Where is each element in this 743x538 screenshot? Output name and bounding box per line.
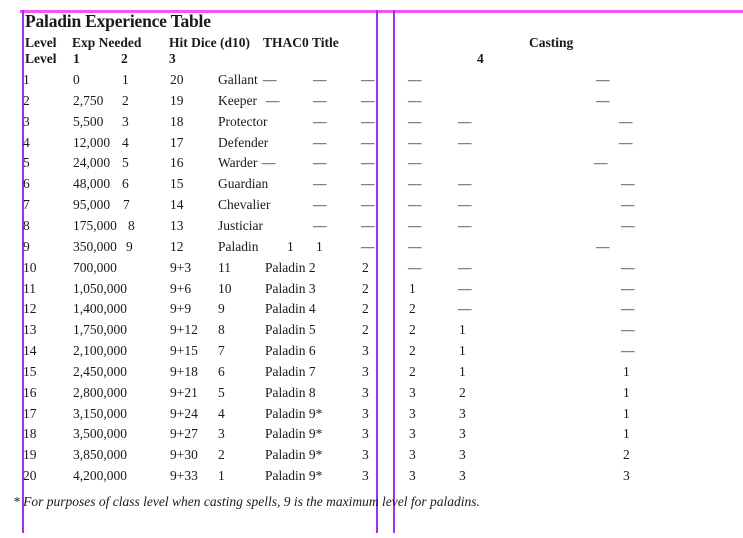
cell: 9+30 xyxy=(170,447,198,463)
header-row-secondary xyxy=(0,49,743,70)
cell: 5 xyxy=(218,384,225,400)
cell: 1 xyxy=(623,363,630,379)
cell: Level xyxy=(25,51,57,66)
cell: — xyxy=(596,238,610,254)
cell: — xyxy=(458,217,472,233)
cell: 48,000 xyxy=(73,176,111,192)
cell: — xyxy=(408,155,422,171)
cell: 3 xyxy=(623,468,630,484)
cell: 2 xyxy=(362,301,369,317)
cell: — xyxy=(621,197,635,213)
cell: 1,750,000 xyxy=(73,322,127,338)
cell: 1 xyxy=(459,343,466,359)
table-row xyxy=(0,216,743,237)
cell: 1 xyxy=(73,51,80,66)
cell: — xyxy=(361,72,375,87)
cell: — xyxy=(619,113,633,129)
cell: 9+27 xyxy=(170,426,198,442)
cell: 350,000 xyxy=(73,238,117,254)
cell: 7 xyxy=(23,197,30,213)
cell: Paladin 6 xyxy=(265,343,316,359)
cell: 3 xyxy=(459,447,466,463)
cell: 1 xyxy=(316,238,323,254)
cell: — xyxy=(313,155,327,171)
cell: Paladin 5 xyxy=(265,322,316,338)
cell: — xyxy=(458,113,472,129)
cell: Hit Dice (d10) xyxy=(169,35,250,50)
cell: 6 xyxy=(122,176,129,192)
cell: — xyxy=(458,134,472,150)
cell: — xyxy=(458,176,472,192)
cell: — xyxy=(313,113,327,129)
cell: 1 xyxy=(218,468,225,484)
cell: 1,400,000 xyxy=(73,301,127,317)
cell: 4 xyxy=(477,51,484,66)
cell: Paladin 9* xyxy=(265,447,323,463)
cell: — xyxy=(361,197,375,213)
cell: Paladin 7 xyxy=(265,363,316,379)
cell: 2 xyxy=(218,447,225,463)
cell: — xyxy=(621,280,635,296)
cell: — xyxy=(621,259,635,275)
table-row xyxy=(0,174,743,195)
cell: 16 xyxy=(170,155,184,171)
cell: 9+21 xyxy=(170,384,198,400)
table-row xyxy=(0,466,743,487)
table-row xyxy=(0,195,743,216)
cell: 12 xyxy=(23,301,37,317)
cell: Casting xyxy=(529,35,574,50)
cell: 8 xyxy=(218,322,225,338)
cell: 9+33 xyxy=(170,468,198,484)
footnote: * For purposes of class level when casting spells, 9 is the maximum level for paladins. xyxy=(13,494,480,509)
table-row xyxy=(0,91,743,112)
cell: 24,000 xyxy=(73,155,111,171)
cell: 15 xyxy=(170,176,184,192)
cell: 18 xyxy=(170,113,184,129)
cell: Exp Needed xyxy=(72,35,142,50)
cell: 8 xyxy=(23,217,30,233)
cell: 5,500 xyxy=(73,113,104,129)
cell: 95,000 xyxy=(73,197,111,213)
cell: — xyxy=(408,92,422,108)
cell: — xyxy=(458,259,472,275)
cell: 1 xyxy=(623,384,630,400)
cell: — xyxy=(621,343,635,359)
cell: 3 xyxy=(409,405,416,421)
cell: — xyxy=(408,134,422,150)
table-row xyxy=(0,258,743,279)
cell: 12 xyxy=(170,238,184,254)
cell: THAC0 xyxy=(263,35,309,50)
cell: — xyxy=(621,176,635,192)
cell: — xyxy=(313,197,327,213)
table-row xyxy=(0,299,743,320)
cell: 3 xyxy=(362,447,369,463)
cell: — xyxy=(458,301,472,317)
cell: 1 xyxy=(23,72,30,87)
cell: 3 xyxy=(409,468,416,484)
cell: 3 xyxy=(23,113,30,129)
cell: — xyxy=(408,238,422,254)
cell: 2 xyxy=(409,301,416,317)
cell: Gallant xyxy=(218,72,258,87)
cell: Justiciar xyxy=(218,217,263,233)
cell: 12,000 xyxy=(73,134,111,150)
cell: — xyxy=(313,92,327,108)
cell: Paladin 9* xyxy=(265,468,323,484)
cell: 1 xyxy=(459,322,466,338)
cell: 13 xyxy=(23,322,37,338)
cell: 15 xyxy=(23,363,37,379)
table-row xyxy=(0,424,743,445)
cell: 5 xyxy=(122,155,129,171)
table-row xyxy=(0,133,743,154)
cell: — xyxy=(361,155,375,171)
cell: 9+6 xyxy=(170,280,192,296)
cell: 9 xyxy=(218,301,225,317)
cell: Guardian xyxy=(218,176,269,192)
cell: Paladin xyxy=(218,238,259,254)
cell: 9+9 xyxy=(170,301,192,317)
cell: 1 xyxy=(459,363,466,379)
cell: — xyxy=(361,113,375,129)
cell: — xyxy=(458,197,472,213)
cell: — xyxy=(361,176,375,192)
cell: 17 xyxy=(23,405,37,421)
cell: 1 xyxy=(623,405,630,421)
cell: Title xyxy=(312,35,339,50)
cell: 9 xyxy=(23,238,30,254)
cell: 13 xyxy=(170,217,184,233)
cell: Paladin 9* xyxy=(265,405,323,421)
cell: Protector xyxy=(218,113,268,129)
cell: 7 xyxy=(123,197,130,213)
cell: 11 xyxy=(23,280,36,296)
cell: — xyxy=(313,176,327,192)
cell: — xyxy=(458,280,472,296)
page-title: Paladin Experience Table xyxy=(25,11,211,31)
cell: 3 xyxy=(122,113,129,129)
cell: 2 xyxy=(362,280,369,296)
cell: 4 xyxy=(23,134,30,150)
table-row xyxy=(0,383,743,404)
cell: 9+24 xyxy=(170,405,198,421)
cell: 3 xyxy=(218,426,225,442)
cell: 175,000 xyxy=(73,217,117,233)
cell: 2,750 xyxy=(73,92,104,108)
table-row xyxy=(0,237,743,258)
cell: 9+15 xyxy=(170,343,198,359)
cell: Paladin 2 xyxy=(265,259,316,275)
cell: 3 xyxy=(362,405,369,421)
cell: — xyxy=(408,113,422,129)
cell: 17 xyxy=(170,134,184,150)
cell: 2 xyxy=(121,51,128,66)
cell: — xyxy=(621,322,635,338)
cell: 3 xyxy=(459,468,466,484)
cell: 2 xyxy=(623,447,630,463)
cell: 4 xyxy=(218,405,225,421)
cell: — xyxy=(408,197,422,213)
cell: 1 xyxy=(409,280,416,296)
cell: 1 xyxy=(287,238,294,254)
cell: 18 xyxy=(23,426,37,442)
cell: 6 xyxy=(218,363,225,379)
cell: 19 xyxy=(170,92,184,108)
cell: 3 xyxy=(409,426,416,442)
cell: — xyxy=(596,72,610,87)
cell: — xyxy=(621,217,635,233)
cell: 3 xyxy=(362,426,369,442)
table-row xyxy=(0,404,743,425)
cell: 2,800,000 xyxy=(73,384,127,400)
cell: — xyxy=(262,155,276,171)
cell: 3,850,000 xyxy=(73,447,127,463)
cell: Paladin 4 xyxy=(265,301,316,317)
cell: 2 xyxy=(409,363,416,379)
cell: — xyxy=(266,92,280,108)
cell: — xyxy=(408,217,422,233)
cell: — xyxy=(263,72,277,87)
cell: Defender xyxy=(218,134,269,150)
cell: — xyxy=(408,259,422,275)
cell: 1,050,000 xyxy=(73,280,127,296)
cell: 2 xyxy=(409,322,416,338)
cell: 0 xyxy=(73,72,80,87)
cell: 2,100,000 xyxy=(73,343,127,359)
cell: 16 xyxy=(23,384,37,400)
cell: 3 xyxy=(459,426,466,442)
cell: 2 xyxy=(23,92,30,108)
table-row xyxy=(0,112,743,133)
cell: 2 xyxy=(362,322,369,338)
cell: 8 xyxy=(128,217,135,233)
cell: — xyxy=(619,134,633,150)
cell: 4 xyxy=(122,134,129,150)
cell: — xyxy=(594,155,608,171)
table-row xyxy=(0,153,743,174)
cell: 3 xyxy=(169,51,176,66)
cell: Level xyxy=(25,35,57,50)
table-row xyxy=(0,445,743,466)
cell: Paladin 8 xyxy=(265,384,316,400)
cell: — xyxy=(313,72,327,87)
cell: — xyxy=(408,72,422,87)
cell: Keeper xyxy=(218,92,257,108)
cell: Paladin 3 xyxy=(265,280,316,296)
cell: — xyxy=(596,92,610,108)
cell: 4,200,000 xyxy=(73,468,127,484)
cell: 1 xyxy=(623,426,630,442)
cell: 11 xyxy=(218,259,231,275)
cell: 9+3 xyxy=(170,259,192,275)
cell: 3 xyxy=(362,343,369,359)
table-row xyxy=(0,70,743,91)
cell: 1 xyxy=(122,72,129,87)
cell: 3 xyxy=(362,384,369,400)
cell: 700,000 xyxy=(73,259,117,275)
cell: Paladin 9* xyxy=(265,426,323,442)
cell: — xyxy=(361,238,375,254)
cell: 3,500,000 xyxy=(73,426,127,442)
cell: 3 xyxy=(362,468,369,484)
cell: 14 xyxy=(170,197,184,213)
table-row xyxy=(0,341,743,362)
cell: 2 xyxy=(362,259,369,275)
table-row xyxy=(0,279,743,300)
cell: 9+18 xyxy=(170,363,198,379)
cell: — xyxy=(361,92,375,108)
cell: 9+12 xyxy=(170,322,198,338)
cell: 2,450,000 xyxy=(73,363,127,379)
cell: 2 xyxy=(409,343,416,359)
cell: — xyxy=(408,176,422,192)
cell: 7 xyxy=(218,343,225,359)
cell: 20 xyxy=(23,468,37,484)
cell: 10 xyxy=(218,280,232,296)
cell: Chevalier xyxy=(218,197,271,213)
cell: 10 xyxy=(23,259,37,275)
cell: 3 xyxy=(409,384,416,400)
cell: 3 xyxy=(459,405,466,421)
cell: — xyxy=(313,217,327,233)
cell: 2 xyxy=(459,384,466,400)
cell: Warder xyxy=(218,155,258,171)
cell: — xyxy=(621,301,635,317)
cell: — xyxy=(361,217,375,233)
cell: 2 xyxy=(122,92,129,108)
cell: 6 xyxy=(23,176,30,192)
table-row xyxy=(0,320,743,341)
cell: 3 xyxy=(362,363,369,379)
cell: 20 xyxy=(170,72,184,87)
cell: 3,150,000 xyxy=(73,405,127,421)
cell: 3 xyxy=(409,447,416,463)
cell: 14 xyxy=(23,343,37,359)
cell: 9 xyxy=(126,238,133,254)
cell: 19 xyxy=(23,447,37,463)
cell: — xyxy=(313,134,327,150)
cell: 5 xyxy=(23,155,30,171)
cell: — xyxy=(361,134,375,150)
table-row xyxy=(0,362,743,383)
